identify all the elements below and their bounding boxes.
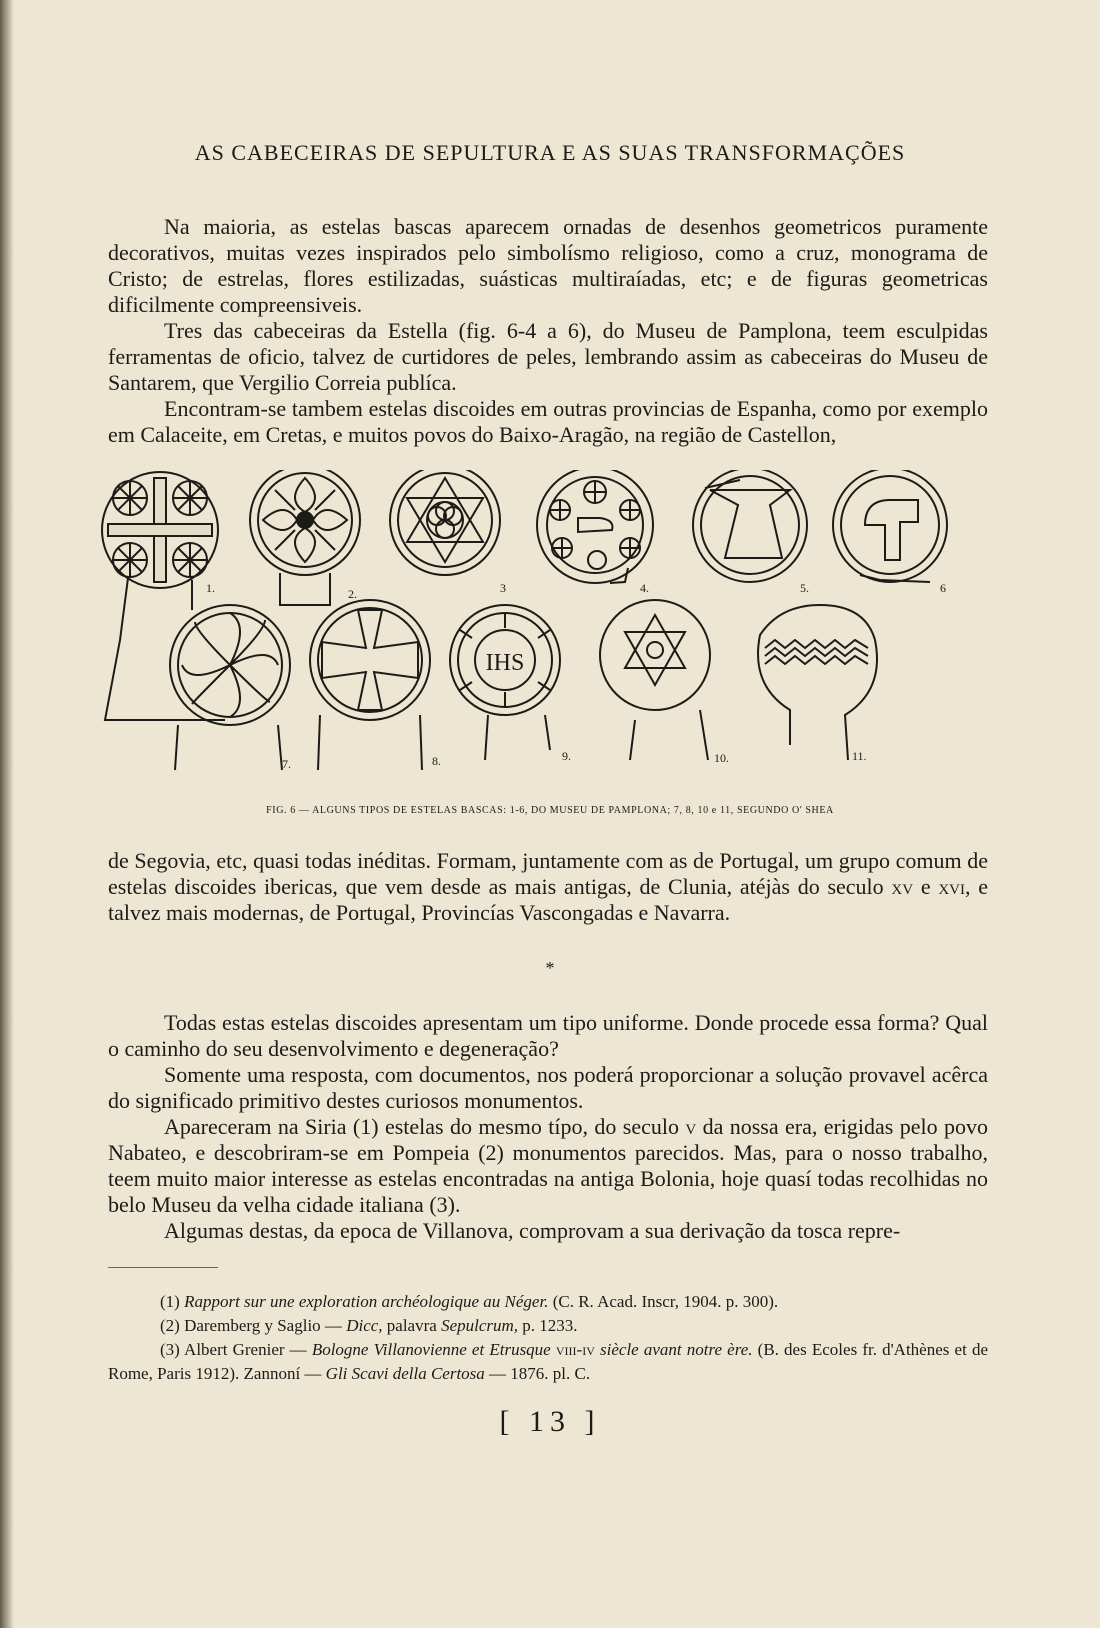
stele-8 [310, 600, 430, 770]
paragraph-encontram: Encontram-se tambem estelas discoides em outras provincias de Espanha, como por exemplo em Calaceite, em Cretas, e muitos povos do Baixo-Aragão, na região de Castellon, [108, 396, 988, 447]
stele-11 [758, 605, 877, 760]
section-separator: * [545, 958, 555, 978]
paragraph-siria: Apareceram na Siria (1) estelas do mesmo típo, do seculo v da nossa era, erigidas pelo povo Nabateo, e descobriram-se em Pompeia (2) monumentos parecidos. Mas, para o nosso trabalho, teem muito maior interesse as estelas encontradas na antiga Bolonia, hoje quasí todas recolhidas no belo Museu da velha cidade italiana (3). [108, 1114, 988, 1217]
stele-4 [537, 470, 653, 583]
fig-number-10: 10. [714, 751, 729, 765]
main-text [108, 1010, 988, 1244]
fig-number-8: 8. [432, 754, 441, 768]
fig-number-4: 4. [640, 581, 649, 595]
paragraph-todas: Todas estas estelas discoides apresentam um tipo uniforme. Donde procede essa forma? Qual o caminho do seu desenvolvimento e degeneração? [108, 1010, 988, 1061]
paragraph-algumas: Algumas destas, da epoca de Villanova, comprovam a sua derivação da tosca repre- [164, 1218, 901, 1243]
monogram-ihs: IHS [485, 650, 525, 676]
stele-7 [170, 605, 290, 770]
footnote-1: (1) Rapport sur une exploration archéologique au Néger. (C. R. Acad. Inscr, 1904. p. 300). [160, 1292, 779, 1311]
figure-caption: FIG. 6 — ALGUNS TIPOS DE ESTELAS BASCAS: 1-6, DO MUSEU DE PAMPLONA; 7, 8, 10 e 11, SEGUNDO O' SHEA [266, 805, 834, 816]
fig-number-1: 1. [206, 581, 215, 595]
stele-3 [390, 470, 500, 575]
stele-6 [833, 470, 947, 582]
fig-number-6: 6 [940, 581, 946, 595]
paragraph-somente: Somente uma resposta, com documentos, nos poderá proporcionar a solução provavel acêrca do significado primitivo destes curiosos monumentos. [108, 1062, 988, 1113]
paragraph-maioria: Na maioria, as estelas bascas aparecem ornadas de desenhos geometricos puramente decorativos, muitas vezes inspirados pelo simbolísmo religioso, como a cruz, monograma de Cristo; de estrelas, flores estilizadas, suásticas multiraíadas, etc; e de figuras geometricas dificilmente compreensiveis. [108, 214, 988, 317]
running-head: AS CABECEIRAS DE SEPULTURA E AS SUAS TRANSFORMAÇÕES [194, 140, 906, 165]
estelas-drawing [100, 470, 1000, 800]
stele-10 [600, 600, 710, 760]
stele-2 [250, 470, 360, 605]
stele-5 [693, 470, 807, 582]
footnote-2: (2) Daremberg y Saglio — Dicc, palavra Sepulcrum, p. 1233. [160, 1316, 578, 1335]
fig-number-9: 9. [562, 749, 571, 763]
fig-number-5: 5. [800, 581, 809, 595]
fig-number-11: 11. [852, 749, 867, 763]
figure-6-estelas [100, 470, 1000, 800]
paragraph-segovia: de Segovia, etc, quasi todas inéditas. Formam, juntamente com as de Portugal, um grupo comum de estelas discoides ibericas, que vem desde as mais antigas, de Clunia, atéjàs do seculo xv e xvi, e talvez mais modernas, de Portugal, Provincías Vascongadas e Navarra. [108, 848, 989, 925]
fig-number-3: 3 [500, 581, 506, 595]
intro-text [108, 214, 988, 448]
footnote-3: (3) Albert Grenier — Bologne Villanovienne et Etrusque viii-iv siècle avant notre ère. (B. des Ecoles fr. d'Athènes et de Rome, Paris 1912). Zannoní — Gli Scavi della Certosa — 1876. pl. C. [108, 1340, 988, 1383]
fig-number-2: 2. [348, 587, 357, 601]
footnote-rule [108, 1267, 218, 1268]
fig-number-7: 7. [282, 757, 291, 771]
stele-9 [450, 605, 560, 760]
paragraph-tres: Tres das cabeceiras da Estella (fig. 6-4 a 6), do Museu de Pamplona, teem esculpidas ferramentas de oficio, talvez de curtidores de peles, lembrando assim as cabeceiras do Museu de Santarem, que Vergilio Correia publíca. [108, 318, 988, 395]
page-number: [ 13 ] [499, 1405, 601, 1438]
continuation-text [108, 848, 988, 926]
footnotes [108, 1290, 988, 1386]
stele-1 [102, 472, 225, 720]
